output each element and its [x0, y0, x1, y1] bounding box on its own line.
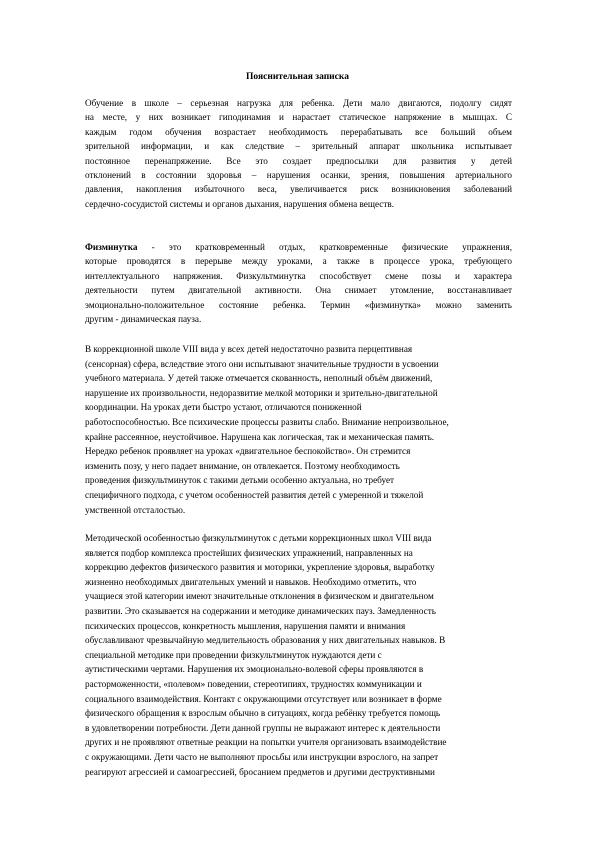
line-text: умственной отсталостью. — [85, 504, 186, 515]
line-text: сердечно-сосудистой системы и органов дыхания, нарушения обмена веществ. — [85, 198, 394, 209]
line-text: развитии. Это сказывается на содержании и методике динамических пауз. Замедленность — [85, 605, 436, 616]
text-line — [85, 692, 512, 707]
paragraph-fizminutka — [85, 240, 512, 326]
line-text: в удовлетворении потребности. Дети данной группы не выражают интерес к деятельности — [85, 722, 441, 733]
line-text: с окружающими. Дети часто не выполняют просьбы или инструкции взрослого, на запрет — [85, 751, 439, 762]
term-bold: Физминутка — [85, 242, 138, 252]
text-line — [85, 459, 512, 474]
text-line — [85, 633, 512, 648]
line-text: реагируют агрессией и самоагрессией, бросанием предметов и другими деструктивными — [85, 766, 435, 777]
line-text: крайне рассеянное, неустойчивое. Нарушена как логическая, так и механическая память. — [85, 431, 435, 442]
text-line — [85, 400, 512, 415]
text-line — [85, 721, 512, 736]
text-line — [85, 154, 512, 168]
text-line — [85, 110, 512, 124]
text-line — [85, 488, 512, 503]
line-text: постоянное перенапряжение. Все это создает предпосылки для развития у детей — [85, 155, 512, 166]
line-text: зрительной информации, и как следствие – зрительный аппарат школьника испытывает — [85, 141, 512, 152]
text-line — [85, 269, 512, 283]
line-text: работоспособностью. Все психические процессы развиты слабо. Внимание непроизвольное, — [85, 416, 449, 427]
text-line — [85, 283, 512, 297]
line-text: на месте, у них возникает гиподинамия и нарастает статическое напряжение в мышцах. С — [85, 112, 512, 123]
line-text: В коррекционной школе VIII вида у всех детей недостаточно развита перцептивная — [85, 344, 413, 354]
line-text: учащиеся этой категории имеют значительные отклонения в физическом и двигательном — [85, 591, 434, 602]
text-line — [85, 560, 512, 575]
line-text: психических процессов, конкретность мышления, нарушения памяти и внимания — [85, 620, 406, 631]
line-text: интеллектуального напряжения. Физкультминутка способствует смене позы и характера — [85, 270, 512, 281]
text-line — [85, 546, 512, 561]
text-line — [85, 254, 512, 268]
text-line — [85, 415, 512, 430]
text-line — [85, 240, 512, 254]
paragraph-methodology — [85, 531, 512, 779]
text-line — [85, 357, 512, 372]
line-text: которые проводятся в перерыве между уроками, а также в процессе урока, требующего — [85, 256, 512, 267]
line-text: учебного материала. У детей также отмечается скованность, неполный объём движений, — [85, 373, 433, 384]
text-line — [85, 197, 512, 211]
line-text: физического обращения к взрослым обычно в ситуациях, когда ребёнку требуется помощь — [85, 708, 441, 719]
line-text: координации. На уроках дети быстро устают, отличаются пониженной — [85, 402, 362, 413]
line-text: Методической особенностью физкультминуток с детьми коррекционных школ VIII вида — [85, 533, 432, 543]
text-line — [85, 168, 512, 182]
line-text: деятельности путем двигательной активности. Она снимает утомление, восстанавливает — [85, 285, 512, 296]
line-text: расторможенности, «полевом» поведении, стереотипиях, трудностях коммуникации и — [85, 678, 422, 689]
text-line — [85, 662, 512, 677]
line-text: аутистическими чертами. Нарушения их эмоционально-волевой сферы проявляются в — [85, 664, 424, 675]
text-line — [85, 444, 512, 459]
line-text: нарушение их произвольности, недоразвитие мелкой моторики и зрительно-двигательной — [85, 387, 438, 398]
line-text: проведения физкультминуток с такими детьми особенно актуальна, но требует — [85, 475, 395, 486]
line-text: специальной методике при проведении физкультминуток нуждаются дети с — [85, 649, 382, 660]
text-line — [85, 342, 512, 357]
line-text: - это кратковременный отдых, кратковременные физические упражнения, — [137, 242, 512, 252]
line-text: других и не проявляют ответные реакции на попытки учителя организовать взаимодействие — [85, 737, 447, 748]
line-text: отклонений в состоянии здоровья – нарушения осанки, зрения, повышения артериального — [85, 169, 512, 180]
line-text: коррекцию дефектов физического развития и моторики, укрепление здоровья, выработку — [85, 562, 435, 573]
line-text: эмоционально-положительное состояние ребенка. Термин «физминутка» можно заменить — [85, 299, 512, 310]
text-line — [85, 473, 512, 488]
text-line — [85, 386, 512, 401]
line-text: социального взаимодействия. Контакт с окружающими отсутствует или возникает в форме — [85, 693, 442, 704]
document-title: Пояснительная записка — [246, 72, 349, 82]
line-text: давления, накопления избыточного веса, увеличивается риск возникновения заболеваний — [85, 184, 512, 195]
line-text: жизненно необходимых двигательных умений и навыков. Необходимо отметить, что — [85, 576, 417, 587]
text-line — [85, 677, 512, 692]
text-line — [85, 371, 512, 386]
line-text: специфичного подхода, с учетом особенностей развития детей с умеренной и тяжелой — [85, 489, 424, 500]
text-line — [85, 750, 512, 765]
line-text: изменить позу, у него падает внимание, он отвлекается. Поэтому необходимость — [85, 460, 400, 471]
text-line — [85, 765, 512, 780]
line-text: Нередко ребенок проявляет на уроках «двигательное беспокойство». Он стремится — [85, 446, 411, 457]
text-line — [85, 503, 512, 518]
line-text: является подбор комплекса простейших физических упражнений, направленных на — [85, 547, 413, 558]
paragraph-correctional-school — [85, 342, 512, 517]
text-line — [85, 298, 512, 312]
line-text: обуславливают чрезвычайную медлительность образования у них двигательных навыков. В — [85, 635, 446, 646]
text-line — [85, 96, 512, 110]
text-line — [85, 139, 512, 153]
text-line — [85, 312, 512, 326]
text-line — [85, 604, 512, 619]
line-text: каждым годом обучения возрастает необходимость перерабатывать все больший объем — [85, 126, 512, 137]
text-line — [85, 182, 512, 196]
text-line — [85, 589, 512, 604]
paragraph-intro — [85, 96, 512, 211]
text-line — [85, 430, 512, 445]
text-line — [85, 619, 512, 634]
text-line — [85, 575, 512, 590]
text-line — [85, 735, 512, 750]
line-text: другим - динамическая пауза. — [85, 313, 202, 324]
text-line — [85, 648, 512, 663]
text-line — [85, 706, 512, 721]
text-line — [85, 531, 512, 546]
text-line — [85, 125, 512, 139]
line-text: (сенсорная) сфера, вследствие этого они испытывают значительные трудности в усвоении — [85, 358, 439, 369]
line-text: Обучение в школе – серьезная нагрузка для ребенка. Дети мало двигаются, подолгу сидят — [85, 98, 512, 108]
